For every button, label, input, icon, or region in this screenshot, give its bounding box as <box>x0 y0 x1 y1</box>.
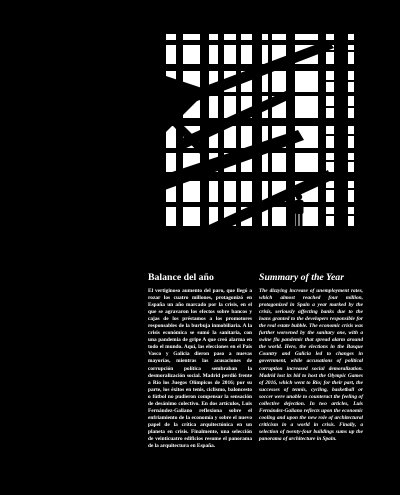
english-body: The dizzying increase of unemployment rates, which almost reached four million, protagonized in Spain a year marked by the crisis, seriously affecting banks due to the loans granted to the developers responsible for the real estate bubble. The economic crisis was further worsened by the sanitary one, with a swine flu pandemic that spread alarm around the world. Here, the elections in the Basque Country and Galicia led to changes in government, while accusations of political corruption increased social demoralization. Madrid lost its bid to host the Olympic Games of 2016, which went to Rio; for their part, the successes of tennis, cycling, basketball or soccer were unable to counteract the feeling of collective dejection. In two articles, Luis Fernández-Galiano reflects upon the economic cooling and upon the new role of architectural criticism in a world in crisis. Finally, a selection of twenty-four buildings sums up the panorama of architecture in Spain. <box>259 288 363 442</box>
spanish-body: El vertiginoso aumento del paro, que llegó a rozar los cuatro millones, protagonizó en España un año marcado por la crisis, en el que se agravaron los efectos sobre bancos y cajas de los préstamos a los promotores responsables de la burbuja inmobiliaria. A la crisis económica se sumó la sanitaria, con una pandemia de gripe A que creó alarma en todo el mundo. Aquí, las elecciones en el País Vasco y Galicia dieron paso a nuevas mayorías, mientras las acusaciones de corrupción política sembraban la desmoralización social. Madrid perdió frente a Río los Juegos Olímpicos de 2016; por su parte, los éxitos en tenis, ciclismo, baloncesto o fútbol no pudieron compensar la sensación de desánimo colectivo. En dos artículos, Luis Fernández-Galiano reflexiona sobre el enfriamiento de la economía y sobre el nuevo papel de la crítica arquitectónica en un planeta en crisis. Finalmente, una selección de veinticuatro edificios resume el panorama de la arquitectura en España. <box>148 288 252 450</box>
steel-frame-photo <box>148 30 368 256</box>
spanish-heading: Balance del año <box>148 272 214 283</box>
spanish-column <box>148 272 252 450</box>
english-heading: Summary of the Year <box>259 272 345 283</box>
steel-frame-photo-icon <box>148 30 368 256</box>
english-column <box>259 272 363 443</box>
